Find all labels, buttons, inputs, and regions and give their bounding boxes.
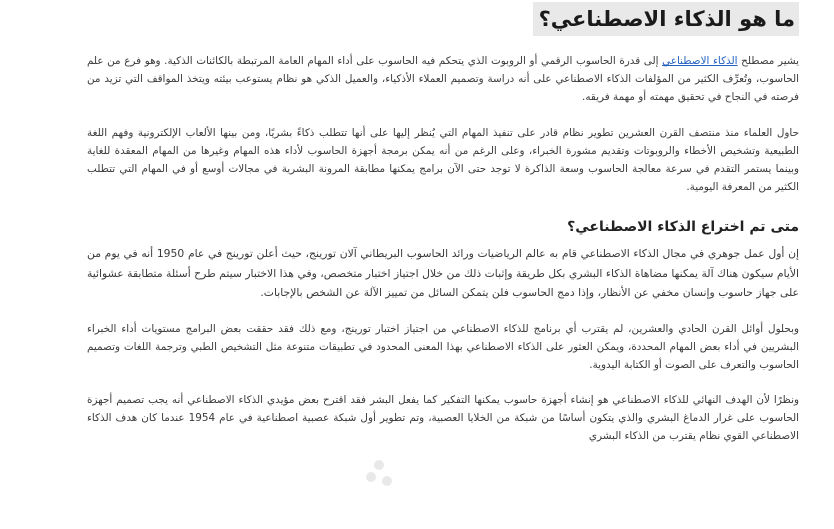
title-wrapper [87,2,799,36]
article-content [87,0,799,445]
turing-paragraph: إن أول عمل جوهري في مجال الذكاء الاصطناعي قام به عالم الرياضيات ورائد الحاسوب البريطاني آلان تورينج، حيث أعلن تورينج في عام 1950 أنه في يوم من الأيام سيكون هناك آلة يمكنها مضاهاة الذكاء البشري بكل طريقة وإثبات ذلك من خلال اجتياز اختبار متخصص، وفي هذا الاختبار سيتم طرح أسئلة متطابقة عشوائية على جهاز حاسوب وإنسان مخفي عن الأنظار، وإذا دمج الحاسوب فلن يتمكن السائل من تمييز الآلة عن الشخص بالإجابات. [87,247,799,299]
intro-paragraph [87,52,799,106]
article-title: ما هو الذكاء الاصطناعي؟ [533,2,799,36]
watermark-logo [338,452,538,502]
ai-term-link[interactable]: الذكاء الاصطناعي [662,55,738,67]
intro-text-start: يشير مصطلح [737,55,799,67]
history-paragraph: حاول العلماء منذ منتصف القرن العشرين تطوير نظام قادر على تنفيذ المهام التي يُنظر إليها على أنها تتطلب ذكاءً بشريًا، ومن بينها الألعاب الإلكترونية وفهم اللغة الطبيعية وتشخيص الأخطاء والروبوتات وتقديم مشورة الخبراء، وعلى الرغم من أنه يمكن برمجة أجهزة الحاسوب لأداء هذه المهام وغيرها من المهام المعقدة للغاية وبينما يستمر التقدم في سرعة معالجة الحاسوب وسعة الذاكرة لا توجد حتى الآن برامج يمكنها مطابقة المرونة البشرية في مجالات أوسع أو في المهام التي تتطلب الكثير من المعرفة اليومية. [87,127,799,193]
intro-text-end: إلى قدرة الحاسوب الرقمي أو الروبوت الذي يتحكم فيه الحاسوب على أداء المهام العامة المرتبطة بالكائنات الذكية. وهو فرع من علم الحاسوب، وتُعرِّف الكثير من المؤلفات الذكاء الاصطناعي على أنه دراسة وتصميم العملاء الأذكياء، والعميل الذكي هو نظام يستوعب بيئته ويتخذ المواقف التي تزيد من فرصته في النجاح في تحقيق مهمته أو مهمة فريقه. [87,55,799,103]
section-heading: متى تم اختراع الذكاء الاصطناعي؟ [567,219,799,235]
applications-paragraph: وبحلول أوائل القرن الحادي والعشرين، لم يقترب أي برنامج للذكاء الاصطناعي من اجتياز اختبار تورينج، ومع ذلك فقد حققت بعض البرامج مستويات أداء الخبراء البشريين في أداء بعض المهام المحددة، ويمكن العثور على الذكاء الاصطناعي بهذا المعنى المحدود في تطبيقات متنوعة مثل التشخيص الطبي وترجمة اللغات وتصميم الحاسوب والتعرف على الصوت أو الكتابة اليدوية. [87,322,799,371]
neural-network-paragraph: ونظرًا لأن الهدف النهائي للذكاء الاصطناعي هو إنشاء أجهزة حاسوب يمكنها التفكير كما يفعل البشر فقد اقترح بعض مؤيدي الذكاء الاصطناعي أنه يجب تصميم أجهزة الحاسوب على غرار الدماغ البشري والذي يتكون أساسًا من شبكة من الخلايا العصبية، وتم تطوير أول شبكة عصبية اصطناعية في عام 1954 عندما كان هدف الذكاء الاصطناعي القوي نظام يقترب من الذكاء البشري [87,393,800,442]
